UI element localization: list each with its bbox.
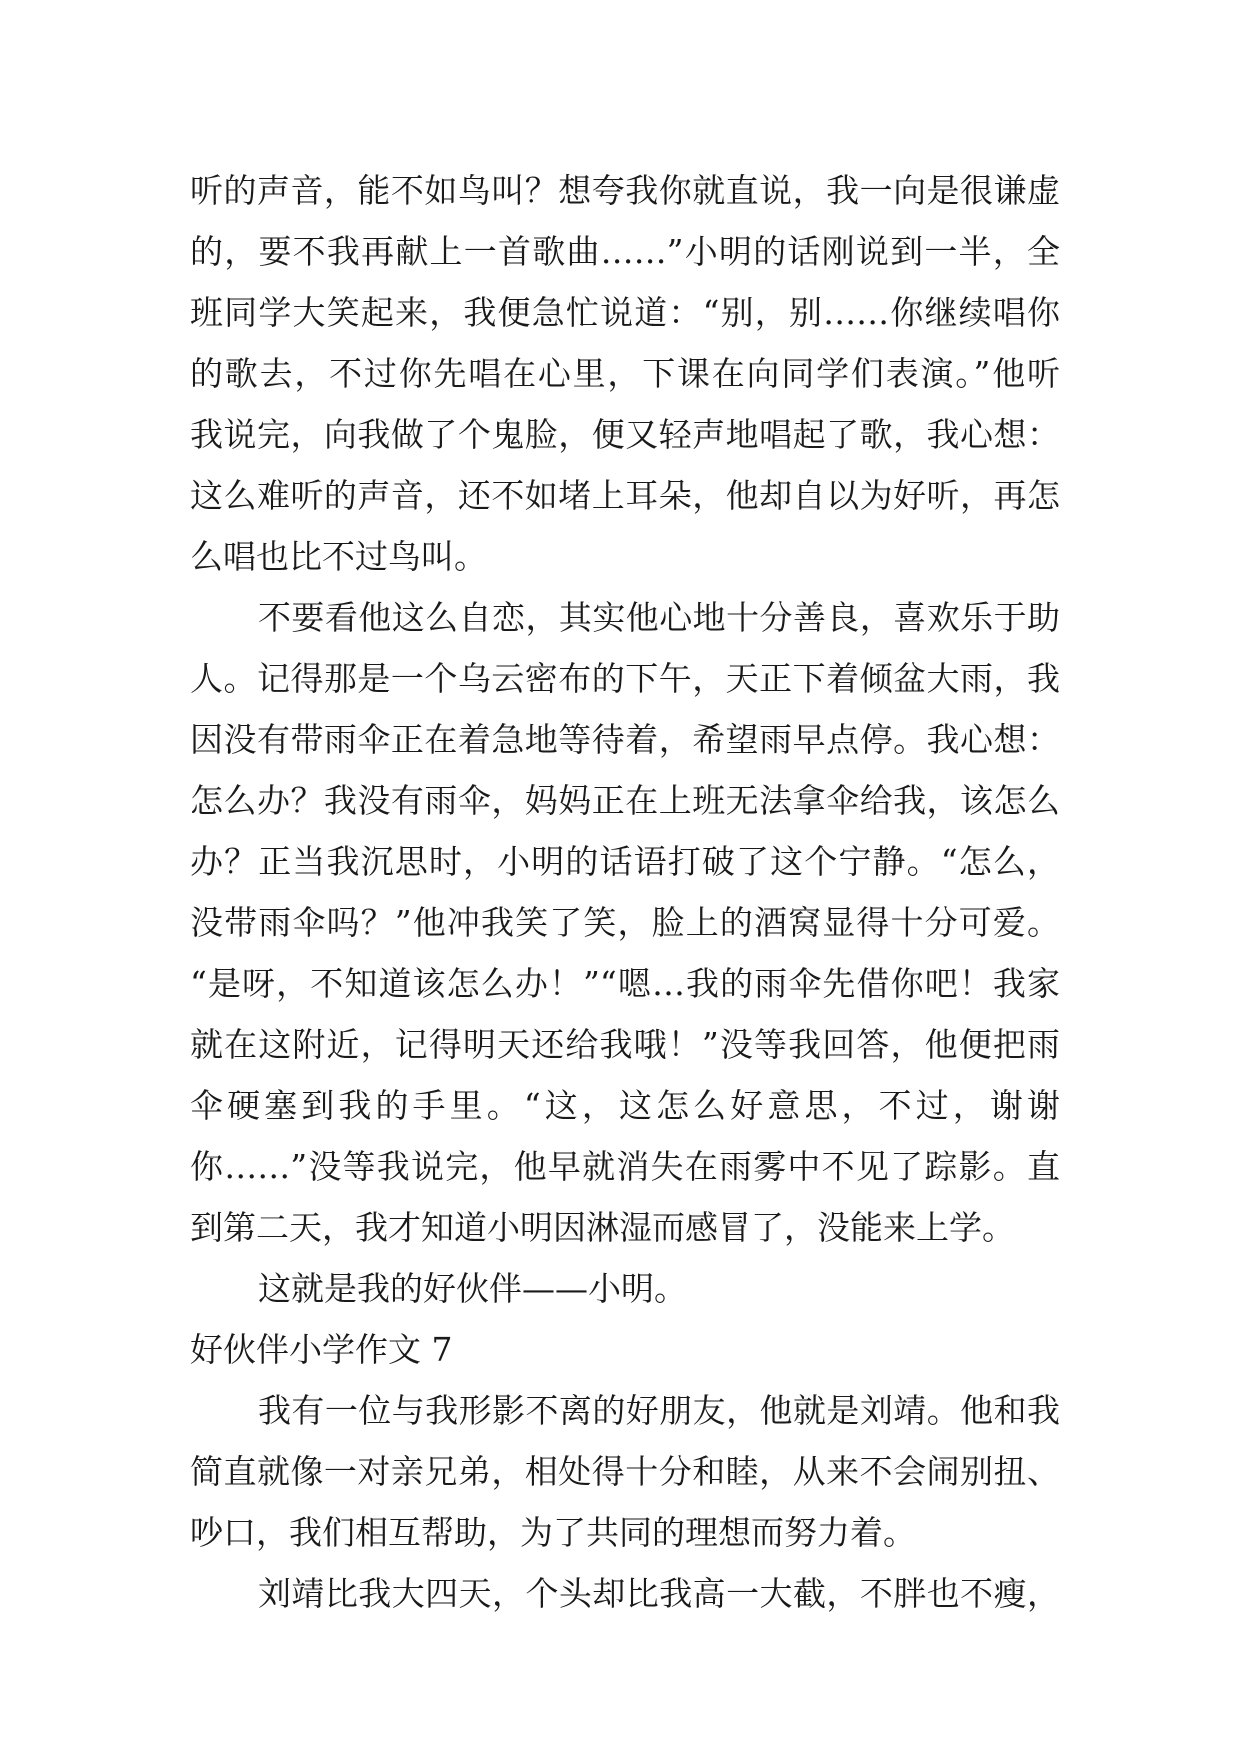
text-line: 我有一位与我形影不离的好朋友，他就是刘靖。他和我 bbox=[258, 1391, 1060, 1430]
text-line: 到第二天，我才知道小明因淋湿而感冒了，没能来上学。 bbox=[190, 1208, 1015, 1247]
text-line: 么唱也比不过鸟叫。 bbox=[190, 537, 487, 576]
text-line: 这就是我的好伙伴——小明。 bbox=[258, 1269, 687, 1308]
text-line: 的，要不我再献上一首歌曲……”小明的话刚说到一半，全 bbox=[190, 232, 1060, 271]
text-line: 办？正当我沉思时，小明的话语打破了这个宁静。“怎么， bbox=[190, 842, 1060, 881]
text-line: 人。记得那是一个乌云密布的下午，天正下着倾盆大雨，我 bbox=[190, 659, 1060, 698]
text-line: 这么难听的声音，还不如堵上耳朵，他却自以为好听，再怎 bbox=[190, 476, 1060, 515]
text-line: 伞硬塞到我的手里。“这，这怎么好意思，不过，谢谢 bbox=[190, 1086, 1060, 1125]
text-line: 就在这附近，记得明天还给我哦！”没等我回答，他便把雨 bbox=[190, 1025, 1060, 1064]
section-heading: 好伙伴小学作文 7 bbox=[190, 1330, 453, 1369]
text-line: 没带雨伞吗？”他冲我笑了笑，脸上的酒窝显得十分可爱。 bbox=[190, 903, 1060, 942]
text-line: 吵口，我们相互帮助，为了共同的理想而努力着。 bbox=[190, 1513, 916, 1552]
text-line: “是呀，不知道该怎么办！”“嗯…我的雨伞先借你吧！我家 bbox=[190, 964, 1060, 1003]
text-line: 你……”没等我说完，他早就消失在雨雾中不见了踪影。直 bbox=[190, 1147, 1060, 1186]
document-body bbox=[190, 160, 1060, 1624]
text-line: 我说完，向我做了个鬼脸，便又轻声地唱起了歌，我心想： bbox=[190, 415, 1060, 454]
text-line: 因没有带雨伞正在着急地等待着，希望雨早点停。我心想： bbox=[190, 720, 1060, 759]
text-line: 怎么办？我没有雨伞，妈妈正在上班无法拿伞给我，该怎么 bbox=[190, 781, 1060, 820]
text-line: 简直就像一对亲兄弟，相处得十分和睦，从来不会闹别扭、 bbox=[190, 1452, 1060, 1491]
text-line: 班同学大笑起来，我便急忙说道：“别，别……你继续唱你 bbox=[190, 293, 1060, 332]
text-line: 刘靖比我大四天，个头却比我高一大截，不胖也不瘦， bbox=[258, 1574, 1060, 1613]
text-line: 的歌去，不过你先唱在心里，下课在向同学们表演。”他听 bbox=[190, 354, 1060, 393]
text-line: 不要看他这么自恋，其实他心地十分善良，喜欢乐于助 bbox=[258, 598, 1060, 637]
text-line: 听的声音，能不如鸟叫？想夸我你就直说，我一向是很谦虚 bbox=[190, 171, 1060, 210]
